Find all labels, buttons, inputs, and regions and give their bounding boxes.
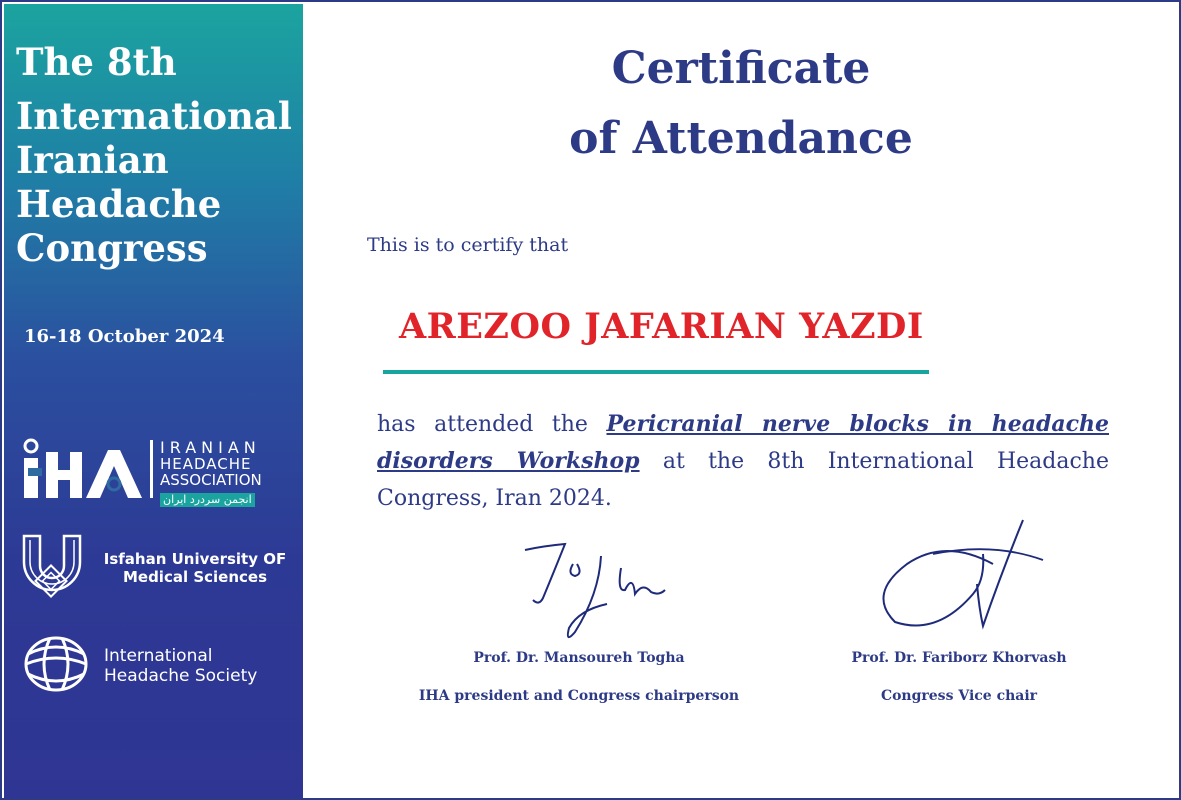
attendance-prefix: has attended the <box>377 412 607 437</box>
ihs-globe-icon <box>20 632 92 696</box>
certify-statement: This is to certify that <box>367 234 569 256</box>
university-name-line2: Medical Sciences <box>122 568 268 586</box>
certificate-title-line2: of Attendance <box>569 113 913 164</box>
attendance-statement <box>377 406 1109 517</box>
university-name-line1: Isfahan University OF <box>103 550 287 568</box>
attendance-suffix: at the 8th International Headache Congress, Iran 2024. <box>377 449 1109 511</box>
certificate-title-line1: Certificate <box>611 43 871 94</box>
workshop-name: Pericranial nerve blocks in headache disorders Workshop <box>377 411 1109 474</box>
signature-khorvash-icon <box>873 514 1053 639</box>
congress-sidebar <box>4 4 303 798</box>
isfahan-university-logo <box>20 532 292 602</box>
iha-logo-line3: ASSOCIATION <box>160 471 262 489</box>
congress-title-name: International Iranian Headache Congress <box>16 94 292 270</box>
ihs-name-line2: Headache Society <box>104 666 258 686</box>
congress-date: 16-18 October 2024 <box>24 326 225 347</box>
ihs-name-line1: International <box>104 646 213 666</box>
ihs-name <box>104 646 294 686</box>
certificate-title <box>303 34 1179 174</box>
recipient-name: AREZOO JAFARIAN YAZDI <box>399 306 924 347</box>
signatory-name-1: Prof. Dr. Mansoureh Togha <box>473 650 685 666</box>
ihs-logo <box>20 632 292 696</box>
signatory-role-2: Congress Vice chair <box>880 688 1038 704</box>
iha-logo-line2: HEADACHE <box>160 455 252 473</box>
name-underline <box>383 370 929 374</box>
signatory-name-2: Prof. Dr. Fariborz Khorvash <box>851 650 1067 666</box>
iha-logo-line4: انجمن سردرد ایران <box>160 493 255 507</box>
iha-logo <box>20 436 292 506</box>
university-shield-icon <box>20 532 84 598</box>
congress-title-edition: The 8th <box>16 40 177 84</box>
signature-togha-icon <box>503 534 683 642</box>
iha-logo-mark-icon <box>20 436 156 502</box>
iha-logo-line1: IRANIAN <box>160 438 261 457</box>
iha-logo-text <box>160 440 292 507</box>
congress-title <box>16 40 301 270</box>
certificate-body <box>303 4 1179 798</box>
university-name <box>90 550 300 586</box>
signatory-role-1: IHA president and Congress chairperson <box>418 688 740 704</box>
